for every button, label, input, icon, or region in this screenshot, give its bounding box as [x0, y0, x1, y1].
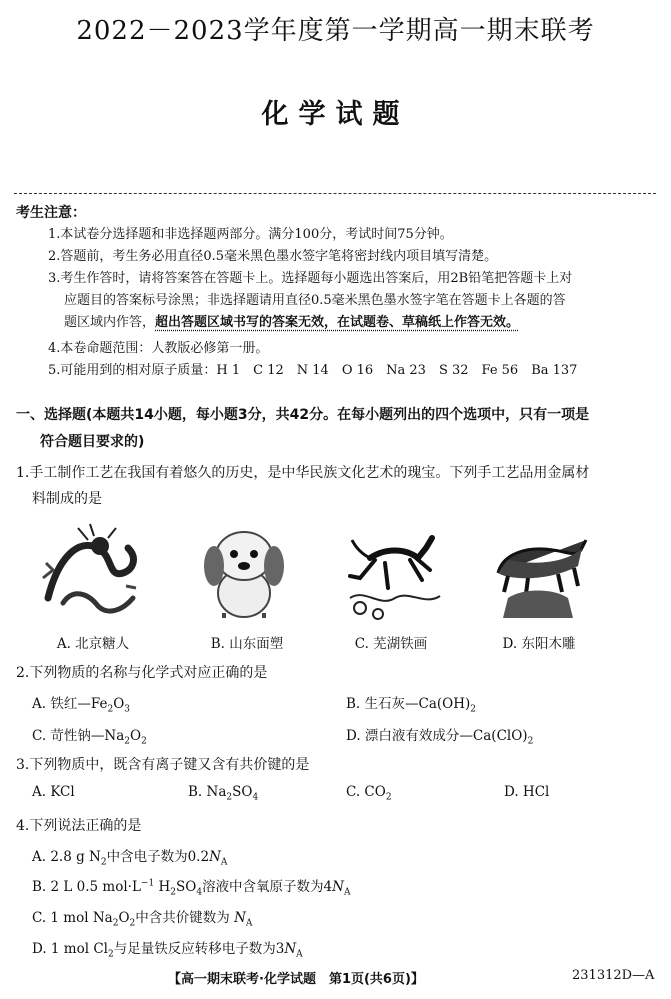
q4-a-sub: 2: [100, 857, 107, 868]
q3-b-pre: B. Na: [188, 784, 227, 800]
note-3-end: [64, 312, 519, 334]
q4-option-d: [32, 937, 303, 960]
dragon-sugar-figure-image: [28, 518, 148, 626]
footer-page-info: 【高一期末联考·化学试题 第1页(共6页)】: [168, 972, 424, 987]
q2-c-o: O: [130, 728, 142, 744]
note-2: 2.答题前，考生务必用直径0.5毫米黑色墨水签字笔将密封线内项目填写清楚。: [48, 249, 498, 264]
q4-option-c: [32, 906, 252, 929]
q2-option-d: [346, 724, 533, 747]
q4-d-pre: D. 1 mol Cl: [32, 941, 108, 957]
q3-option-c: [346, 784, 392, 803]
q3-option-d: D. HCl: [504, 784, 550, 800]
q4-a-pre: A. 2.8 g N: [32, 849, 101, 865]
q2-d-sub: 2: [527, 736, 534, 747]
q1-option-b: B. 山东面塑: [210, 636, 284, 652]
q2-b-sub: 2: [470, 704, 476, 715]
q4-c-o: O: [118, 910, 130, 926]
q4-b-sub1: 2: [170, 887, 176, 898]
note-3-cont: 应题目的答案标号涂黑；非选择题请用直径0.5毫米黑色墨水签字笔在答题卡上各题的答: [64, 293, 566, 308]
q1-option-a: A. 北京糖人: [56, 636, 130, 652]
q2-option-a: [32, 692, 130, 715]
q3-b-sub2: 4: [252, 792, 259, 803]
q4-b-h: H: [154, 879, 171, 895]
q1-stem-2: 料制成的是: [32, 491, 102, 507]
q4-c-na: A: [245, 918, 253, 929]
q4-c-mid: 中含共价键数为: [135, 910, 235, 926]
q2-b-text: B. 生石灰—Ca(OH): [346, 696, 471, 712]
note-5: 5.可能用到的相对原子质量：H 1 C 12 N 14 O 16 Na 23 S 32 Fe 56 Ba 137: [48, 363, 578, 378]
q4-b-na: A: [343, 887, 351, 898]
q4-b-sup: −1: [140, 878, 155, 889]
section-heading: [16, 402, 658, 456]
q2-stem: 2.下列物质的名称与化学式对应正确的是: [16, 665, 268, 681]
dough-puppy-figure-image: [186, 518, 306, 626]
q3-c-sub: 2: [385, 792, 392, 803]
q4-d-na: A: [296, 949, 303, 960]
q3-stem: 3.下列物质中，既含有离子键又含有共价键的是: [16, 757, 310, 773]
q2-a-o: O: [113, 696, 125, 712]
q4-b-pre: B. 2 L 0.5 mol·L: [32, 879, 141, 895]
q4-a-na: A: [220, 857, 228, 868]
q4-d-n: N: [284, 941, 297, 957]
q2-d-text: D. 漂白液有效成分—Ca(ClO): [346, 728, 528, 744]
q4-c-sub2: 2: [129, 918, 136, 929]
q2-option-c: [32, 724, 147, 747]
wood-carved-bull-image: [478, 518, 598, 626]
q4-c-sub1: 2: [112, 918, 119, 929]
q4-d-sub: 2: [108, 949, 114, 960]
q3-b-sub1: 2: [226, 792, 233, 803]
q4-c-pre: C. 1 mol Na: [32, 910, 113, 926]
note-4: 4.本卷命题范围：人教版必修第一册。: [48, 341, 269, 356]
q4-a-mid: 中含电子数为0.2: [106, 849, 210, 865]
q2-a-text: A. 铁红—Fe: [32, 696, 108, 712]
q2-option-b: [346, 692, 476, 715]
q3-b-mid: SO: [232, 784, 253, 800]
q2-c-text: C. 苛性钠—Na: [32, 728, 125, 744]
note-3-emphasis: 超出答题区域书写的答案无效，在试题卷、草稿纸上作答无效。: [155, 315, 520, 330]
q4-b-sub2: 4: [196, 887, 203, 898]
q2-a-sub2: 3: [124, 704, 130, 715]
note-3-end-text: 题区域内作答，: [64, 315, 156, 330]
q4-b-n: N: [332, 879, 344, 895]
exam-title: 2022－2023学年度第一学期高一期末联考: [76, 16, 595, 46]
note-1: 1.本试卷分选择题和非选择题两部分。满分100分，考试时间75分钟。: [48, 227, 453, 242]
q4-option-a: [32, 845, 227, 868]
q2-c-sub2: 2: [141, 736, 147, 747]
q4-b-mid: 溶液中含氧原子数为4: [202, 879, 333, 895]
q3-option-a: A. KCl: [32, 784, 75, 800]
q1-option-d: D. 东阳木雕: [502, 636, 576, 652]
q4-stem: 4.下列说法正确的是: [16, 818, 142, 834]
q1-option-c: C. 芜湖铁画: [354, 636, 428, 652]
q4-c-n: N: [234, 910, 246, 926]
q1-stem-1: 1.手工制作工艺在我国有着悠久的历史，是中华民族文化艺术的瑰宝。下列手工艺品用金属材: [16, 465, 590, 481]
q4-option-b: [32, 875, 350, 898]
q4-d-mid: 与足量铁反应转移电子数为3: [113, 941, 285, 957]
q3-option-b: [188, 784, 258, 803]
divider: [14, 193, 656, 194]
footer-paper-code: 231312D—A: [572, 968, 655, 983]
q4-a-n: N: [209, 849, 221, 865]
section-line-1: 一、选择题(本题共14小题，每小题3分，共42分。在每小题列出的四个选项中，只有一项是: [16, 407, 590, 423]
notes-heading: 考生注意：: [16, 205, 86, 221]
subject-title: 化学试题: [261, 99, 410, 130]
section-line-2: 符合题目要求的): [40, 434, 145, 450]
note-3: 3.考生作答时，请将答案答在答题卡上。选择题每小题选出答案后，用2B铅笔把答题卡上对: [48, 271, 573, 286]
q4-b-so: SO: [176, 879, 197, 895]
q2-c-sub1: 2: [124, 736, 131, 747]
iron-horse-painting-image: [330, 518, 450, 626]
q3-c-pre: C. CO: [346, 784, 386, 800]
q2-a-sub1: 2: [107, 704, 114, 715]
